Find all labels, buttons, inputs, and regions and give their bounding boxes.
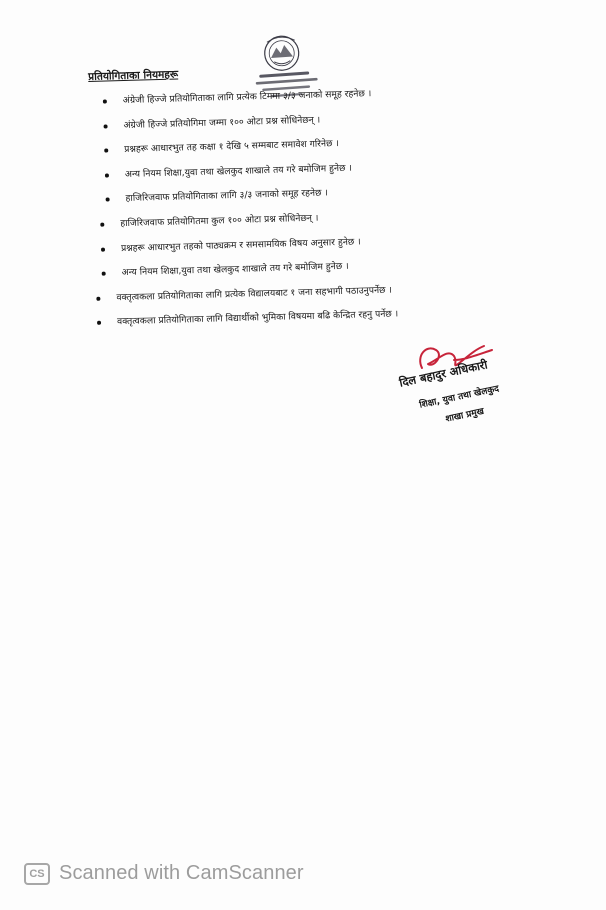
- bullet-icon: [100, 223, 104, 227]
- bullet-icon: [96, 296, 100, 300]
- camscanner-logo-icon: CS: [24, 863, 50, 885]
- rule-text: हाजिरिजवाफ प्रतियोगिताका लागि ३/३ जनाको समूह रहनेछ ।: [125, 187, 329, 205]
- rule-text: अंग्रेजी हिज्जे प्रतियोगिताका लागि प्रत्येक टिममा ३/३ जनाको समूह रहनेछ ।: [122, 88, 372, 107]
- bullet-icon: [102, 272, 106, 276]
- rule-item: [90, 135, 470, 158]
- signatory-name: दिल बहादुर अधिकारी: [398, 357, 489, 390]
- rule-item: [92, 208, 472, 231]
- rule-text: हाजिरिजवाफ प्रतियोगितमा कुल १०० ओटा प्रश्न सोधिनेछन् ।: [120, 212, 319, 230]
- rule-text: अन्य नियम शिक्षा,युवा तथा खेलकुद शाखाले तय गरे बमोजिम हुनेछ ।: [124, 162, 353, 180]
- bullet-icon: [97, 321, 101, 325]
- bullet-icon: [101, 247, 105, 251]
- signature-block: [392, 338, 532, 438]
- rule-text: प्रश्नहरू आधारभुत तह कक्षा १ देखि ५ सम्मबाट समावेश गरिनेछ ।: [124, 138, 340, 156]
- rule-text: अंग्रेजी हिज्जे प्रतियोगिमा जम्मा १०० ओटा प्रश्न सोधिनेछन् ।: [123, 114, 321, 131]
- signatory-branch: शाखा प्रमुख: [444, 406, 486, 425]
- rules-heading: प्रतियोगिताका नियमहरू: [88, 68, 179, 83]
- rule-text: वक्तृत्वकला प्रतियोगिताका लागि प्रत्येक विद्यालयबाट १ जना सहभागी पठाउनुपर्नेछ ।: [116, 284, 393, 304]
- rule-item: [93, 233, 473, 256]
- rules-section: [88, 59, 475, 341]
- bullet-icon: [105, 173, 109, 177]
- bullet-icon: [104, 149, 108, 153]
- rule-text: अन्य नियम शिक्षा,युवा तथा खेलकुद शाखाले तय गरे बमोजिम हुनेछ ।: [121, 260, 349, 279]
- rule-item: [91, 184, 471, 207]
- rules-list: [89, 85, 475, 329]
- rule-text: प्रश्नहरू आधारभुत तहको पाठ्यक्रम र समसामयिक विषय अनुसार हुनेछ ।: [120, 236, 361, 254]
- rule-text: वक्तृत्वकला प्रतियोगिताका लागि विद्यार्थीको भुमिका विषयमा बढि केन्द्रित रहनु पर्नेछ ।: [116, 308, 399, 328]
- rule-item: [89, 110, 469, 133]
- rule-item: [94, 282, 474, 305]
- rule-item: [94, 257, 474, 280]
- rule-item: [95, 307, 475, 330]
- bullet-icon: [104, 124, 108, 128]
- signatory-title: शिक्षा, युवा तथा खेलकुद: [418, 384, 500, 411]
- bullet-icon: [106, 198, 110, 202]
- rule-item: [91, 159, 471, 182]
- watermark-text: Scanned with CamScanner: [59, 862, 304, 884]
- camscanner-watermark: [24, 862, 304, 885]
- rule-item: [89, 85, 469, 108]
- bullet-icon: [103, 99, 107, 103]
